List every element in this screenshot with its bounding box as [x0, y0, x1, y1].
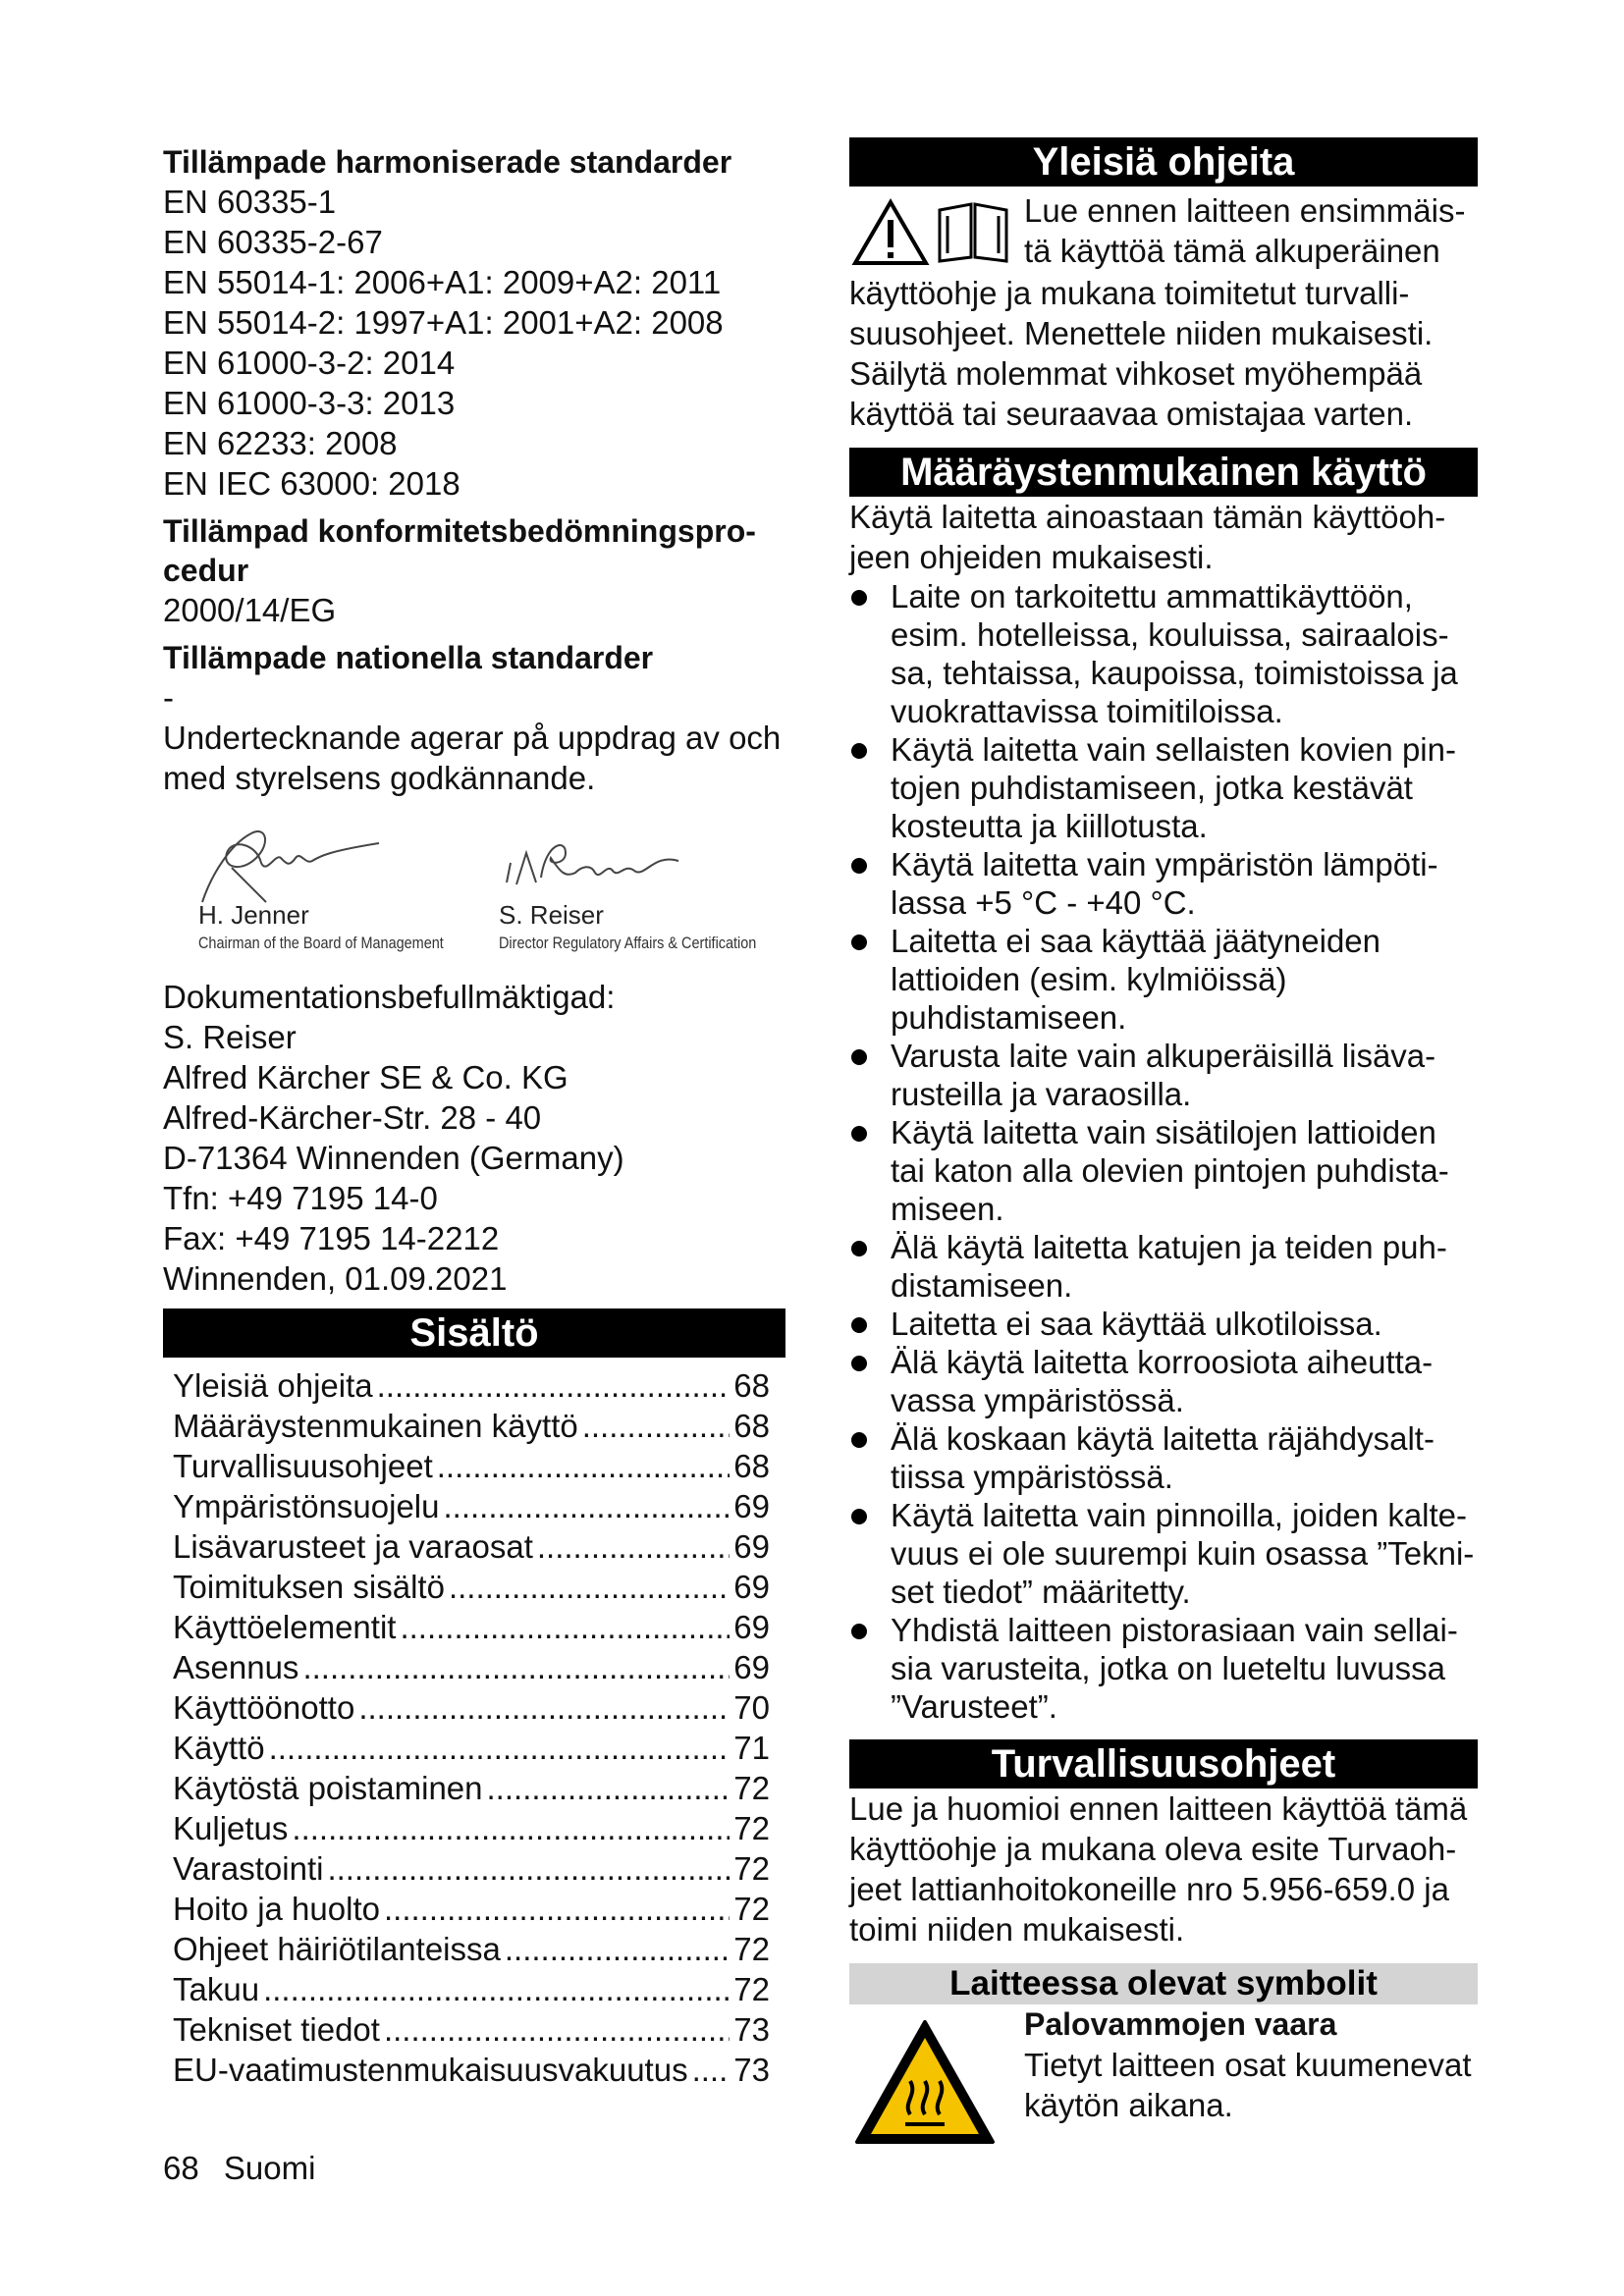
list-item-text: Käytä laitetta vain sellaisten kovien pin-tojen puhdistamiseen, jotka kestävät kosteutta ja kiillotusta.	[891, 731, 1456, 844]
bullet-icon	[851, 1624, 867, 1639]
toc-entry[interactable]	[163, 1526, 785, 1567]
bullet-icon	[851, 1317, 867, 1333]
list-item-text: Käytä laitetta vain ympäristön lämpöti-lassa +5 °C - +40 °C.	[891, 846, 1438, 921]
toc-dot-leader	[505, 1929, 730, 1969]
signatures	[163, 814, 785, 990]
toc-entry-label: Ohjeet häiriötilanteissa	[173, 1931, 501, 1967]
toc-entry-page: 68	[733, 1448, 770, 1484]
list-item	[849, 922, 1478, 1037]
bullet-icon	[851, 1126, 867, 1142]
toc-entry[interactable]	[163, 1406, 785, 1446]
toc-dot-leader	[292, 1808, 730, 1848]
toc-entry-page: 72	[733, 1810, 770, 1846]
toc-entry-page: 72	[733, 1891, 770, 1927]
standard-item: EN 55014-2: 1997+A1: 2001+A2: 2008	[163, 304, 724, 341]
signature-jenner-image	[173, 814, 399, 912]
toc-entry-label: Ympäristönsuojelu	[173, 1488, 440, 1524]
contact-line: Tfn: +49 7195 14-0	[163, 1180, 438, 1216]
language-label: Suomi	[223, 2150, 316, 2186]
toc-entry[interactable]	[163, 2050, 785, 2090]
bullet-icon	[851, 934, 867, 950]
signature-jenner-name: H. Jenner	[198, 900, 309, 930]
toc-dot-leader	[487, 1768, 731, 1808]
list-item	[849, 1419, 1478, 1496]
toc-entry-label: Tekniset tiedot	[173, 2011, 380, 2048]
toc-entry-label: Takuu	[173, 1971, 260, 2007]
toc-entry-page: 72	[733, 1971, 770, 2007]
toc-entry[interactable]	[163, 1687, 785, 1728]
toc-entry-page: 72	[733, 1931, 770, 1967]
toc-entry-page: 72	[733, 1850, 770, 1887]
toc-entry[interactable]	[163, 1768, 785, 1808]
general-notes-line1: Lue ennen laitteen ensimmäis-	[1024, 192, 1466, 229]
manual-book-icon	[934, 196, 1012, 265]
toc-dot-leader	[384, 1889, 730, 1929]
contact-line: Dokumentationsbefullmäktigad:	[163, 979, 616, 1015]
toc-entry-label: Lisävarusteet ja varaosat	[173, 1528, 533, 1565]
toc-entry[interactable]	[163, 1969, 785, 2009]
conformity-procedure-value: 2000/14/EG	[163, 592, 337, 628]
bullet-icon	[851, 590, 867, 606]
toc-entry[interactable]	[163, 1848, 785, 1889]
toc-entry[interactable]	[163, 1486, 785, 1526]
contact-line: Winnenden, 01.09.2021	[163, 1260, 508, 1297]
toc-entry-label: Käyttö	[173, 1730, 265, 1766]
toc-entry-label: Asennus	[173, 1649, 299, 1685]
toc-entry-page: 73	[733, 2011, 770, 2048]
bullet-icon	[851, 1509, 867, 1524]
toc-entry-label: EU-vaatimustenmukaisuusvakuutus	[173, 2052, 688, 2088]
list-item-text: Varusta laite vain alkuperäisillä lisäva-rusteilla ja varaosilla.	[891, 1038, 1436, 1112]
page-number: 68	[163, 2150, 199, 2186]
warning-triangle-icon	[851, 198, 930, 267]
toc-entry-page: 71	[733, 1730, 770, 1766]
toc-dot-leader	[437, 1446, 731, 1486]
toc-entry-page: 70	[733, 1689, 770, 1726]
intended-use-list	[849, 577, 1478, 1726]
toc-dot-leader	[443, 1486, 730, 1526]
contact-line: Alfred Kärcher SE & Co. KG	[163, 1059, 568, 1095]
toc-dot-leader	[582, 1406, 731, 1446]
list-item	[849, 1037, 1478, 1113]
toc-entry-label: Kuljetus	[173, 1810, 289, 1846]
list-item	[849, 1496, 1478, 1611]
contact-line: D-71364 Winnenden (Germany)	[163, 1140, 624, 1176]
toc-entry-page: 73	[733, 2052, 770, 2088]
toc-entry-label: Käyttöönotto	[173, 1689, 355, 1726]
list-item	[849, 1228, 1478, 1305]
bullet-icon	[851, 858, 867, 874]
list-item	[849, 1343, 1478, 1419]
contact-line: Alfred-Kärcher-Str. 28 - 40	[163, 1099, 542, 1136]
bullet-icon	[851, 1049, 867, 1065]
harmonised-standards-heading: Tillämpade harmoniserade standarder	[163, 144, 732, 180]
hot-surface-warning-icon	[851, 2016, 999, 2150]
list-item-text: Älä koskaan käytä laitetta räjähdysalt-tiissa ympäristössä.	[891, 1420, 1435, 1495]
toc-entry[interactable]	[163, 1567, 785, 1607]
toc-dot-leader	[358, 1687, 730, 1728]
burn-hazard-text: Tietyt laitteen osat kuumenevat käytön aikana.	[1024, 2047, 1472, 2123]
list-item-text: Laitetta ei saa käyttää jäätyneiden lattioiden (esim. kylmiöissä) puhdistamiseen.	[891, 923, 1381, 1036]
general-notes-line2: tä käyttöä tämä alkuperäinen	[1024, 233, 1440, 269]
toc-entry[interactable]	[163, 1728, 785, 1768]
list-item-text: Laite on tarkoitettu ammattikäyttöön, esim. hotelleissa, kouluissa, sairaalois-sa, tehtaissa, kaupoissa, toimistoissa ja vuokrattavissa toimitiloissa.	[891, 578, 1458, 729]
list-item	[849, 730, 1478, 845]
standard-item: EN IEC 63000: 2018	[163, 465, 460, 502]
safety-title: Turvallisuusohjeet	[849, 1739, 1478, 1789]
intended-use-title: Määräystenmukainen käyttö	[849, 448, 1478, 497]
left-column	[163, 137, 785, 2090]
toc-dot-leader	[400, 1607, 730, 1647]
standard-item: EN 62233: 2008	[163, 425, 398, 461]
toc-entry-label: Yleisiä ohjeita	[173, 1367, 373, 1404]
signatory-statement: Undertecknande agerar på uppdrag av och med styrelsens godkännande.	[163, 720, 782, 796]
burn-hazard-symbol-block	[849, 2004, 1478, 2152]
toc-entry-page: 69	[733, 1569, 770, 1605]
contact-line: Fax: +49 7195 14-2212	[163, 1220, 500, 1256]
toc-dot-leader	[537, 1526, 730, 1567]
signature-jenner-title: Chairman of the Board of Management	[198, 934, 444, 952]
general-notes-text: käyttöohje ja mukana toimitetut turvalli-suusohjeet. Menettele niiden mukaisesti. Säilytä molemmat vihkoset myöhempää käyttöä tai seuraavaa omistajaa varten.	[849, 275, 1434, 432]
bullet-icon	[851, 1432, 867, 1448]
national-standards-heading: Tillämpade nationella standarder	[163, 640, 654, 675]
list-item-text: Käytä laitetta vain pinnoilla, joiden kalte-vuus ei ole suurempi kuin osassa ”Tekni-set tiedot” määritetty.	[891, 1497, 1475, 1610]
standard-item: EN 61000-3-3: 2013	[163, 385, 456, 421]
list-item	[849, 1611, 1478, 1726]
toc-dot-leader	[327, 1848, 730, 1889]
toc-dot-leader	[692, 2050, 731, 2090]
general-notes-header	[849, 190, 1478, 273]
toc-dot-leader	[449, 1567, 730, 1607]
signature-reiser-image	[497, 824, 693, 902]
toc-dot-leader	[377, 1365, 731, 1406]
toc-entry-label: Määräystenmukainen käyttö	[173, 1408, 578, 1444]
conformity-procedure-heading: Tillämpad konformitetsbedömningspro-cedur	[163, 513, 756, 588]
toc-entry[interactable]	[163, 1808, 785, 1848]
toc-dot-leader	[269, 1728, 731, 1768]
safety-text: Lue ja huomioi ennen laitteen käyttöä tämä käyttöohje ja mukana oleva esite Turvaoh-jeet lattianhoitokoneille nro 5.956-659.0 ja toimi niiden mukaisesti.	[849, 1790, 1468, 1948]
list-item-text: Laitetta ei saa käyttää ulkotiloissa.	[891, 1306, 1382, 1342]
toc-entry[interactable]	[163, 1365, 785, 1406]
list-item	[849, 1305, 1478, 1343]
page-footer	[163, 2150, 315, 2187]
toc-entry-page: 72	[733, 1770, 770, 1806]
toc-entry-label: Turvallisuusohjeet	[173, 1448, 433, 1484]
toc-entry-label: Varastointi	[173, 1850, 324, 1887]
toc-title: Sisältö	[163, 1308, 785, 1358]
toc-entry-page: 69	[733, 1488, 770, 1524]
toc-entry[interactable]	[163, 1647, 785, 1687]
standard-item: EN 60335-1	[163, 184, 337, 220]
burn-hazard-heading: Palovammojen vaara	[1024, 2006, 1337, 2042]
standard-item: EN 55014-1: 2006+A1: 2009+A2: 2011	[163, 264, 722, 300]
standard-item: EN 61000-3-2: 2014	[163, 345, 456, 381]
toc-entry[interactable]	[163, 1889, 785, 1929]
standard-item: EN 60335-2-67	[163, 224, 383, 260]
toc-dot-leader	[384, 2009, 730, 2050]
toc-entry-label: Toimituksen sisältö	[173, 1569, 445, 1605]
toc-dot-leader	[263, 1969, 730, 2009]
toc-entry-label: Käytöstä poistaminen	[173, 1770, 483, 1806]
signature-reiser-title: Director Regulatory Affairs & Certification	[499, 934, 757, 952]
list-item-text: Käytä laitetta vain sisätilojen lattioiden tai katon alla olevien pintojen puhdista-miseen.	[891, 1114, 1449, 1227]
list-item	[849, 577, 1478, 730]
bullet-icon	[851, 1356, 867, 1371]
toc-entry-label: Käyttöelementit	[173, 1609, 397, 1645]
list-item-text: Älä käytä laitetta katujen ja teiden puh-distamiseen.	[891, 1229, 1447, 1304]
toc-entry-page: 68	[733, 1367, 770, 1404]
toc-entry-label: Hoito ja huolto	[173, 1891, 380, 1927]
list-item	[849, 845, 1478, 922]
documentation-contact	[163, 977, 785, 1299]
toc-entry-page: 69	[733, 1649, 770, 1685]
toc-dot-leader	[302, 1647, 730, 1687]
toc-entry-page: 69	[733, 1609, 770, 1645]
toc-entry-page: 68	[733, 1408, 770, 1444]
toc-entry[interactable]	[163, 1929, 785, 1969]
list-item	[849, 1113, 1478, 1228]
toc-entry-page: 69	[733, 1528, 770, 1565]
bullet-icon	[851, 743, 867, 759]
list-item-text: Älä käytä laitetta korroosiota aiheutta-vassa ympäristössä.	[891, 1344, 1434, 1418]
toc-entry[interactable]	[163, 2009, 785, 2050]
symbols-title: Laitteessa olevat symbolit	[849, 1963, 1478, 2004]
signature-reiser-name: S. Reiser	[499, 900, 604, 930]
intended-use-intro: Käytä laitetta ainoastaan tämän käyttöoh-jeen ohjeiden mukaisesti.	[849, 499, 1446, 575]
toc-entry[interactable]	[163, 1607, 785, 1647]
right-column	[849, 137, 1478, 2152]
contact-line: S. Reiser	[163, 1019, 297, 1055]
list-item-text: Yhdistä laitteen pistorasiaan vain sellai-sia varusteita, jotka on lueteltu luvussa ”Varusteet”.	[891, 1612, 1458, 1725]
standards-list	[163, 182, 785, 504]
toc-entry[interactable]	[163, 1446, 785, 1486]
general-notes-title: Yleisiä ohjeita	[849, 137, 1478, 187]
bullet-icon	[851, 1241, 867, 1256]
national-standards-value: -	[163, 679, 174, 716]
table-of-contents	[163, 1365, 785, 2090]
